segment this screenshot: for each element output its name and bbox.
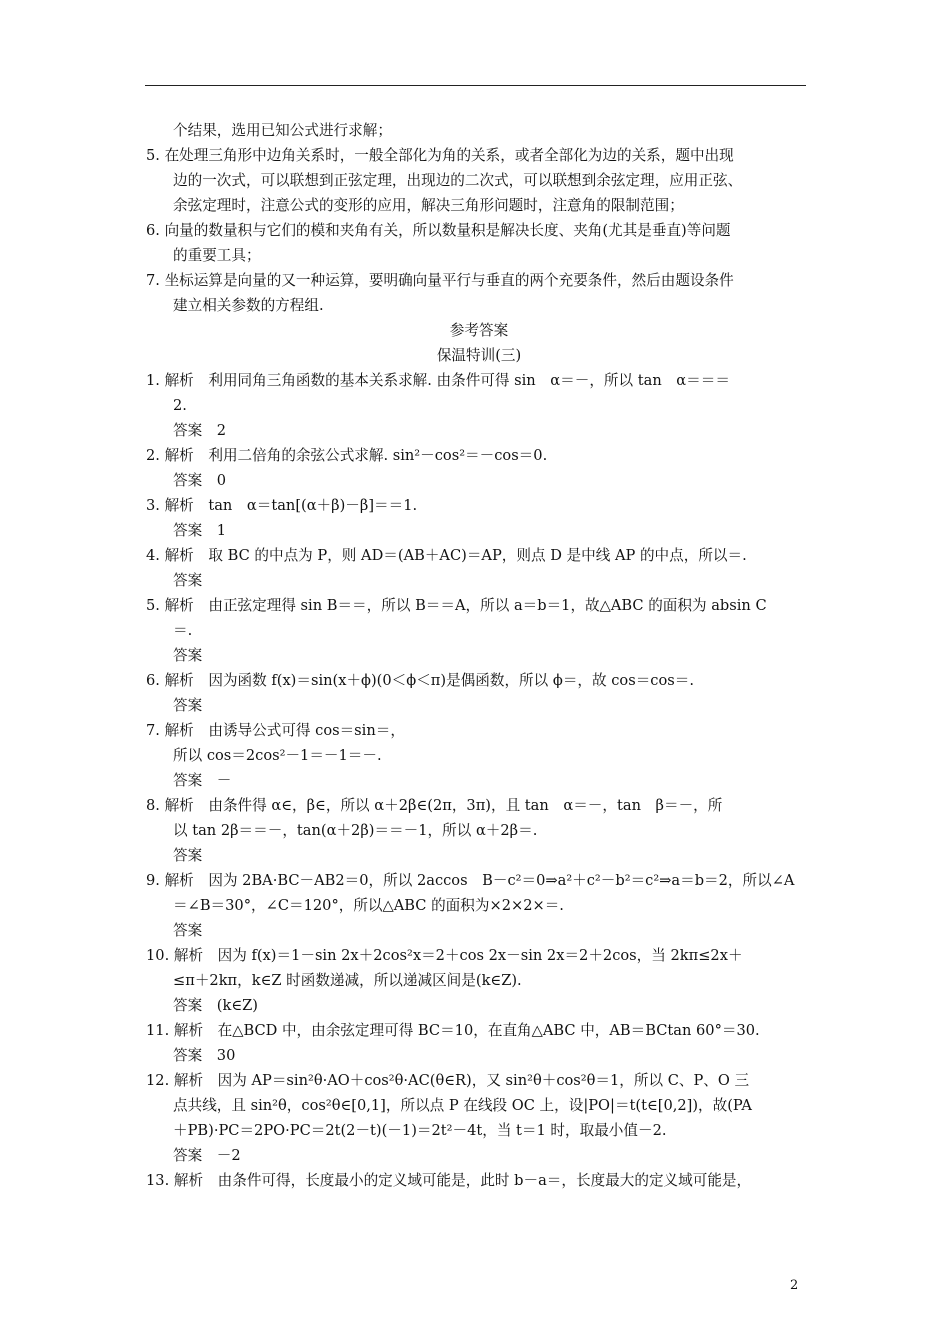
- text-line: ＝.: [173, 622, 193, 639]
- section-heading: 保温特训(三): [436, 347, 522, 364]
- text-line: 的重要工具；: [173, 247, 261, 264]
- text-line: 4. 解析 取 BC 的中点为 P，则 AD＝(AB＋AC)＝AP，则点 D 是中线 AP 的中点，所以＝.: [146, 547, 747, 564]
- document-body: [146, 118, 812, 1193]
- text-line: 答案 －2: [173, 1147, 241, 1164]
- text-line: 边的一次式，可以联想到正弦定理，出现边的二次式，可以联想到余弦定理，应用正弦、: [173, 172, 743, 189]
- text-line: 以 tan 2β＝＝－，tan(α＋2β)＝＝－1，所以 α＋2β＝.: [173, 822, 538, 839]
- text-line: 答案: [173, 647, 203, 664]
- text-line: 3. 解析 tan α＝tan[(α＋β)－β]＝＝1.: [146, 497, 418, 514]
- text-line: 个结果，选用已知公式进行求解；: [173, 122, 392, 139]
- text-line: 答案 2: [173, 422, 227, 439]
- text-line: 11. 解析 在△BCD 中，由余弦定理可得 BC＝10，在直角△ABC 中，AB＝BCtan 60°＝30.: [146, 1022, 760, 1039]
- text-line: 答案: [173, 922, 203, 939]
- header-rule: [145, 85, 806, 86]
- text-line: 13. 解析 由条件可得，长度最小的定义域可能是，此时 b－a＝，长度最大的定义域可能是，: [146, 1172, 752, 1189]
- text-line: 答案: [173, 847, 203, 864]
- text-line: 答案: [173, 697, 203, 714]
- text-line: 5. 解析 由正弦定理得 sin B＝＝，所以 B＝＝A，所以 a＝b＝1，故△ABC 的面积为 absin C: [146, 597, 767, 614]
- text-line: 6. 解析 因为函数 f(x)＝sin(x＋ϕ)(0＜ϕ＜π)是偶函数，所以 ϕ＝，故 cos＝cos＝.: [146, 672, 694, 689]
- text-line: ≤π＋2kπ，k∈Z 时函数递减，所以递减区间是(k∈Z).: [173, 972, 522, 989]
- text-line: 答案 (k∈Z): [173, 997, 258, 1014]
- text-line: 余弦定理时，注意公式的变形的应用，解决三角形问题时，注意角的限制范围；: [173, 197, 684, 214]
- text-line: 所以 cos＝2cos²－1＝－1＝－.: [173, 747, 382, 764]
- text-line: 8. 解析 由条件得 α∈，β∈，所以 α＋2β∈(2π，3π)，且 tan α＝－，tan β＝－，所: [146, 797, 723, 814]
- text-line: 12. 解析 因为 AP＝sin²θ·AO＋cos²θ·AC(θ∈R)，又 sin²θ＋cos²θ＝1，所以 C、P、O 三: [146, 1072, 750, 1089]
- text-line: 1. 解析 利用同角三角函数的基本关系求解. 由条件可得 sin α＝－，所以 tan α＝＝＝: [146, 372, 730, 389]
- text-line: 5. 在处理三角形中边角关系时，一般全部化为角的关系，或者全部化为边的关系，题中出现: [146, 147, 734, 164]
- text-line: 点共线，且 sin²θ，cos²θ∈[0,1]，所以点 P 在线段 OC 上，设|PO|＝t(t∈[0,2])，故(PA: [173, 1097, 752, 1114]
- text-line: 建立相关参数的方程组.: [173, 297, 324, 314]
- text-line: ＝∠B＝30°，∠C＝120°，所以△ABC 的面积为×2×2×＝.: [173, 897, 564, 914]
- text-line: 10. 解析 因为 f(x)＝1－sin 2x＋2cos²x＝2＋cos 2x－sin 2x＝2＋2cos，当 2kπ≤2x＋: [146, 947, 743, 964]
- text-line: 2.: [173, 397, 187, 414]
- text-line: 答案 1: [173, 522, 227, 539]
- text-line: ＋PB)·PC＝2PO·PC＝2t(2－t)(－1)＝2t²－4t，当 t＝1 时，取最小值－2.: [173, 1122, 667, 1139]
- text-line: 答案: [173, 572, 203, 589]
- text-line: 7. 解析 由诱导公式可得 cos＝sin＝，: [146, 722, 405, 739]
- text-line: 2. 解析 利用二倍角的余弦公式求解. sin²－cos²＝－cos＝0.: [146, 447, 548, 464]
- text-line: 答案 30: [173, 1047, 236, 1064]
- page-number: 2: [790, 1278, 799, 1293]
- text-line: 6. 向量的数量积与它们的模和夹角有关，所以数量积是解决长度、夹角(尤其是垂直)等问题: [146, 222, 731, 239]
- text-line: 9. 解析 因为 2BA·BC－AB2＝0，所以 2accos B－c²＝0⇒a²＋c²－b²＝c²⇒a＝b＝2，所以∠A: [146, 872, 795, 889]
- section-heading: 参考答案: [449, 322, 509, 339]
- text-line: 答案 0: [173, 472, 227, 489]
- text-line: 答案 －: [173, 772, 232, 789]
- text-line: 7. 坐标运算是向量的又一种运算，要明确向量平行与垂直的两个充要条件，然后由题设条件: [146, 272, 734, 289]
